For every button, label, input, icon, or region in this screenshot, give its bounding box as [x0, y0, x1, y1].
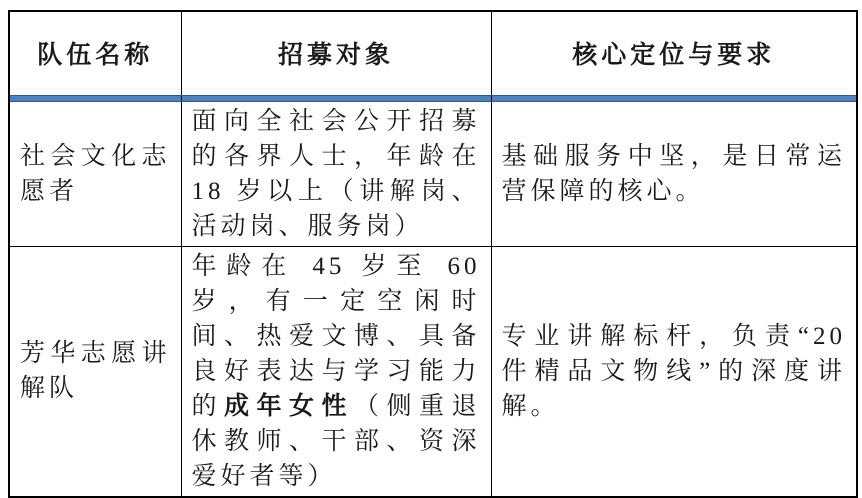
recruit-target-cell: [181, 101, 491, 246]
table-row: [9, 101, 857, 246]
recruit-target-text: 面向全社会公开招募的各界人士，年龄在 18 岁以上（讲解岗、活动岗、服务岗）: [191, 107, 481, 240]
recruit-target-bold-text: 成年女性: [224, 392, 354, 420]
volunteer-teams-table: [8, 10, 858, 498]
header-cell-team-name: 队伍名称: [9, 11, 181, 95]
positioning-cell: 基础服务中坚，是日常运营保障的核心。: [491, 101, 857, 246]
positioning-cell: 专业讲解标杆，负责“20 件精品文物线”的深度讲解。: [491, 246, 857, 497]
team-name-cell: 芳华志愿讲解队: [9, 246, 181, 497]
header-cell-positioning: 核心定位与要求: [491, 11, 857, 95]
team-name-cell: 社会文化志愿者: [9, 101, 181, 246]
recruit-target-text: 年龄在 45 岁至 60 岁，有一定空闲时间、热爱文博、具备良好表达与学习能力的: [191, 252, 481, 420]
header-cell-recruit-target: 招募对象: [181, 11, 491, 95]
recruit-target-cell: [181, 246, 491, 497]
recruit-target-text: （侧重退休教师、干部、资深爱好者等）: [191, 392, 481, 490]
header-row: [9, 11, 857, 95]
table-row: [9, 246, 857, 497]
